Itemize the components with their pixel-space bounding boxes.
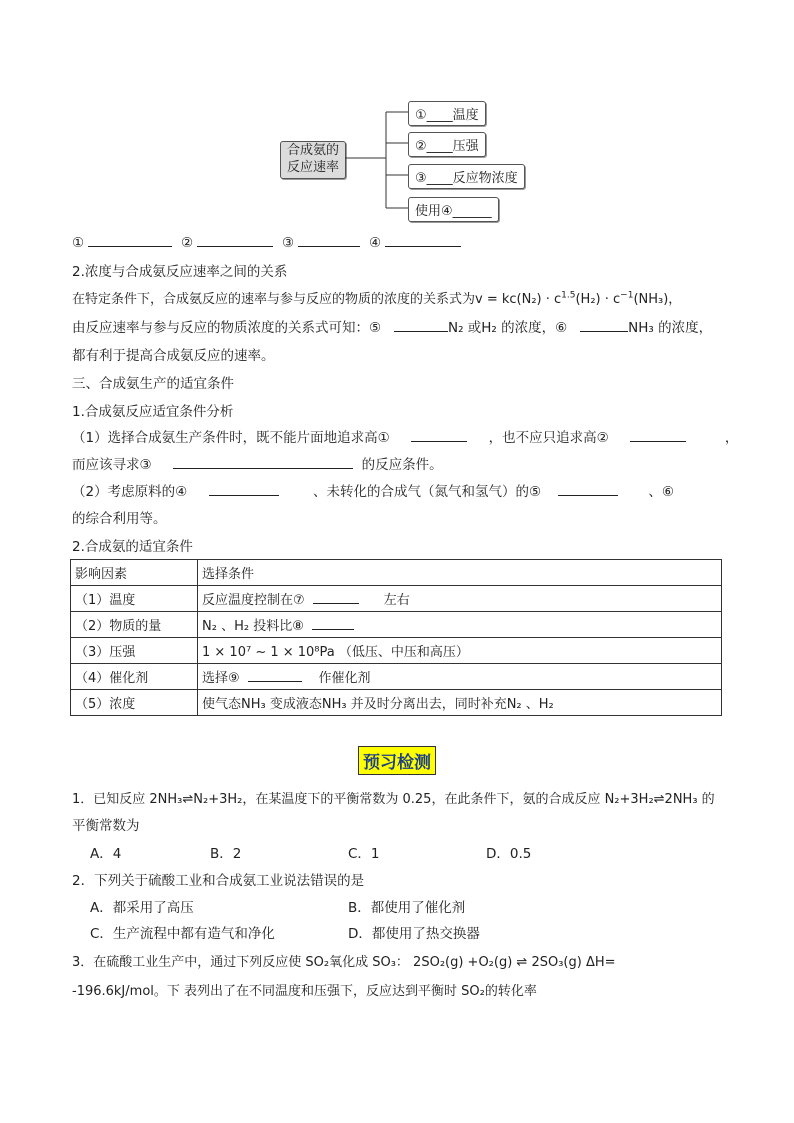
section3-line2	[72, 453, 443, 473]
s2-text-a: 由反应速率与参与反应的物质浓度的关系式可知：⑤	[72, 320, 382, 336]
blank-7[interactable]	[313, 589, 359, 604]
section3-line4: 的综合利用等。	[72, 511, 167, 527]
mindmap-center-line1: 合成氨的	[286, 143, 339, 158]
mindmap-connectors	[0, 0, 794, 230]
question-1: 1．已知反应 2NH₃⇌N₂+3H₂，在某温度下的平衡常数为 0.25，在此条件下，氨的合成反应 N₂+3H₂⇌2NH₃ 的	[72, 792, 715, 807]
cell-text: N₂ 、H₂ 投料比⑧	[202, 619, 304, 634]
answer-1-label: ①	[72, 235, 85, 251]
preview-title: 预习检测	[358, 746, 436, 775]
q1-option-a[interactable]: A．4	[90, 846, 122, 862]
cell-text: 选择⑨	[202, 671, 240, 686]
s3-blank-3[interactable]	[173, 454, 353, 469]
blank-6[interactable]	[580, 317, 628, 332]
mindmap-branch-concentration: ③____反应物浓度	[408, 164, 525, 189]
answer-1-blank[interactable]	[88, 232, 172, 247]
section3-line1	[72, 426, 738, 446]
q1-option-d[interactable]: D．0.5	[486, 846, 532, 862]
blank-9[interactable]	[248, 667, 302, 682]
question-1-cont: 平衡常数为	[72, 818, 140, 834]
q1-option-c[interactable]: C．1	[348, 846, 380, 862]
section3-line3	[72, 480, 674, 500]
q1-option-b[interactable]: B．2	[210, 846, 242, 862]
answer-4-label: ④	[369, 235, 382, 251]
s3-blank-1[interactable]	[411, 427, 467, 442]
answer-line	[72, 232, 461, 251]
formula-exp2: −1	[620, 290, 634, 301]
section2-formula-line	[72, 288, 681, 307]
question-2: 2．下列关于硫酸工业和合成氨工业说法错误的是	[72, 873, 365, 889]
cell-text: 反应温度控制在⑦	[202, 593, 305, 608]
mindmap-center-line2: 反应速率	[286, 160, 339, 175]
s3-l3-c: 、⑥	[648, 484, 674, 500]
q2-option-c[interactable]: C．生产流程中都有造气和净化	[90, 926, 275, 942]
table-cell: （1）温度	[71, 586, 198, 612]
table-cell: （5）浓度	[71, 690, 198, 716]
mindmap-branch-temperature: ①____温度	[408, 101, 486, 126]
answer-4-blank[interactable]	[385, 232, 461, 247]
cell-text-end: 作催化剂	[318, 671, 371, 686]
table-row	[71, 612, 722, 638]
s3-l1-c: ，	[724, 430, 739, 446]
answer-2-blank[interactable]	[197, 232, 273, 247]
table-cell	[198, 664, 722, 690]
table-cell: 使气态NH₃ 变成液态NH₃ 并及时分离出去，同时补充N₂ 、H₂	[198, 690, 722, 716]
table-row	[71, 690, 722, 716]
section2-heading: 2.浓度与合成氨反应速率之间的关系	[72, 264, 288, 280]
table-header-condition: 选择条件	[198, 560, 722, 586]
table-cell: （3）压强	[71, 638, 198, 664]
mindmap-branch-pressure: ②____压强	[408, 132, 486, 157]
mindmap-branch-catalyst: 使用④______	[408, 197, 499, 222]
table-row	[71, 638, 722, 664]
s3-l3-a: （2）考虑原料的④	[72, 484, 188, 500]
table-cell: 1 × 10⁷ ~ 1 × 10⁸Pa （低压、中压和高压）	[198, 638, 722, 664]
blank-5[interactable]	[394, 317, 448, 332]
table-header-factor: 影响因素	[71, 560, 198, 586]
formula-part3: (NH₃)，	[633, 292, 682, 307]
section2-line3: 都有利于提高合成氨反应的速率。	[72, 348, 275, 364]
answer-3-blank[interactable]	[298, 232, 360, 247]
table-cell: （4）催化剂	[71, 664, 198, 690]
conditions-table	[70, 559, 722, 716]
s3-l1-a: （1）选择合成氨生产条件时，既不能片面地追求高①	[72, 430, 390, 446]
q2-option-a[interactable]: A．都采用了高压	[90, 900, 194, 916]
section3-heading: 三、合成氨生产的适宜条件	[72, 376, 234, 392]
table-row	[71, 664, 722, 690]
formula-part1: 在特定条件下，合成氨反应的速率与参与反应的物质的浓度的关系式为v = kc(N₂) · c	[72, 292, 562, 307]
s3-blank-4[interactable]	[209, 481, 279, 496]
formula-part2: (H₂) · c	[575, 292, 621, 307]
s2-text-b: N₂ 或H₂ 的浓度，⑥	[447, 320, 568, 336]
s2-text-c: NH₃ 的浓度，	[628, 320, 713, 336]
s3-l3-b: 、未转化的合成气（氮气和氢气）的⑤	[313, 484, 542, 500]
section3-sub2: 2.合成氨的适宜条件	[72, 539, 193, 555]
table-cell	[198, 586, 722, 612]
s3-l1-b: ，也不应只追求高②	[488, 430, 609, 446]
q2-option-d[interactable]: D．都使用了热交换器	[348, 926, 480, 942]
question-3: 3．在硫酸工业生产中，通过下列反应使 SO₂氧化成 SO₃： 2SO₂(g) +O₂(g) ⇌ 2SO₃(g) ΔH=	[72, 955, 616, 970]
answer-3-label: ③	[282, 235, 295, 251]
section3-sub1: 1.合成氨反应适宜条件分析	[72, 404, 234, 420]
question-3-cont: -196.6kJ/mol。下 表列出了在不同温度和压强下，反应达到平衡时 SO₂的转化率	[72, 984, 537, 999]
cell-text-end: 左右	[383, 593, 410, 608]
table-row	[71, 586, 722, 612]
blank-8[interactable]	[312, 615, 354, 630]
table-header-row	[71, 560, 722, 586]
q2-option-b[interactable]: B．都使用了催化剂	[348, 900, 466, 916]
formula-exp1: 1.5	[561, 290, 576, 301]
s3-blank-5[interactable]	[558, 481, 618, 496]
s3-blank-2[interactable]	[630, 427, 686, 442]
section2-line2	[72, 316, 712, 336]
answer-2-label: ②	[181, 235, 194, 251]
s3-l2-a: 而应该寻求③	[72, 457, 152, 473]
table-cell: （2）物质的量	[71, 612, 198, 638]
table-cell	[198, 612, 722, 638]
s3-l2-b: 的反应条件。	[361, 457, 443, 473]
